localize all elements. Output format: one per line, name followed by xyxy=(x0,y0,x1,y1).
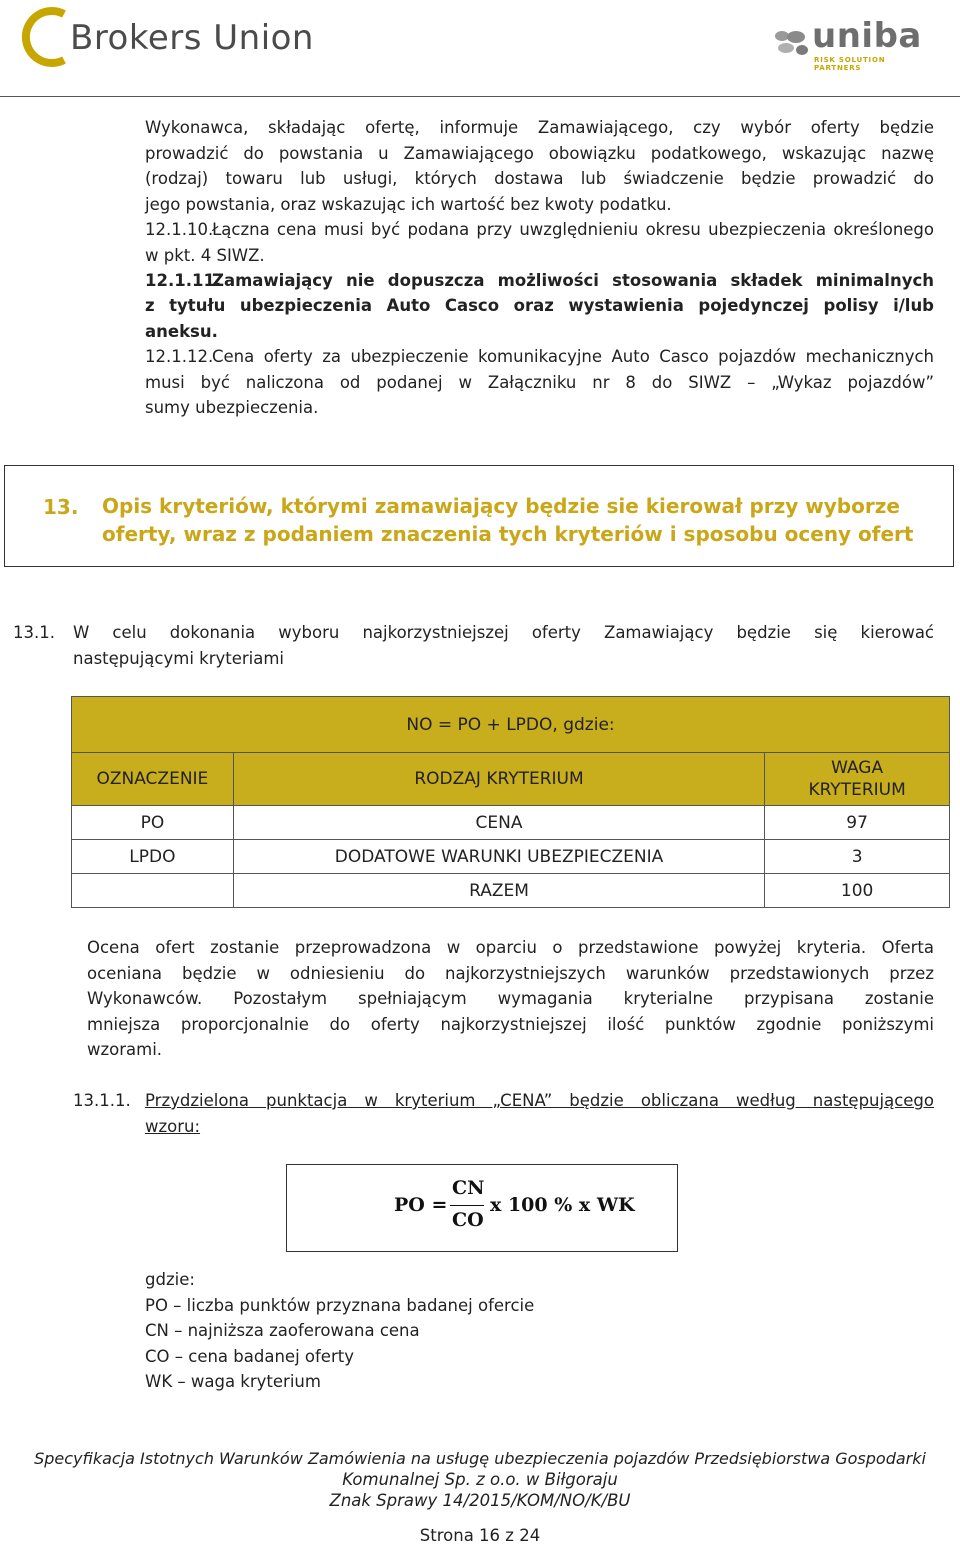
text-line: sumy ubezpieczenia. xyxy=(145,398,319,417)
text-line: Łączna cena musi być podana przy uwzględnieniu okresu ubezpieczenia określonego xyxy=(212,220,934,239)
paragraph-vat-info xyxy=(145,115,934,217)
paragraph-evaluation xyxy=(87,935,934,1063)
legend-intro: gdzie: xyxy=(145,1270,195,1289)
footer-line: Znak Sprawy 14/2015/KOM/NO/K/BU xyxy=(329,1491,631,1510)
footer-line: Specyfikacja Istotnych Warunków Zamówienia na usługę ubezpieczenia pojazdów Przedsiębiorstwa Gospodarki xyxy=(34,1449,926,1468)
page-number: Strona 16 z 24 xyxy=(419,1526,541,1545)
formula-legend xyxy=(145,1267,534,1395)
criteria-table xyxy=(71,696,950,908)
table-cell: 100 xyxy=(765,874,950,908)
text-line: aneksu. xyxy=(145,322,218,341)
item-number: 13.1.1. xyxy=(73,1091,131,1110)
table-row-total xyxy=(72,874,950,908)
table-header-cell xyxy=(765,753,950,806)
table-cell: 97 xyxy=(765,806,950,840)
text-line: Ocena ofert zostanie przeprowadzona w oparciu o przedstawione powyżej kryteria. Oferta xyxy=(87,938,934,957)
header-divider xyxy=(0,96,960,97)
table-cell: 3 xyxy=(765,840,950,874)
text-line: Zamawiający nie dopuszcza możliwości stosowania składek minimalnych xyxy=(212,271,934,290)
formula-numerator: CN xyxy=(452,1177,485,1199)
legend-item: CN – najniższa zaoferowana cena xyxy=(145,1321,420,1341)
brokers-union-logo-text: Brokers Union xyxy=(70,18,314,58)
text-line: z tytułu ubezpieczenia Auto Casco oraz wystawienia pojedynczej polisy i/lub xyxy=(145,296,934,315)
table-cell: RAZEM xyxy=(233,874,764,908)
table-title-row xyxy=(72,697,950,753)
table-header-cell: RODZAJ KRYTERIUM xyxy=(233,753,764,806)
table-title: NO = PO + LPDO, gdzie: xyxy=(72,697,950,753)
formula-lhs: PO = xyxy=(394,1194,448,1216)
text-line: wzorami. xyxy=(87,1040,163,1060)
item-number: 12.1.10. xyxy=(145,220,214,239)
table-row xyxy=(72,840,950,874)
table-row xyxy=(72,806,950,840)
text-line: następującymi kryteriami xyxy=(73,649,285,668)
section-number: 13. xyxy=(43,495,79,519)
table-header-text: WAGA KRYTERIUM xyxy=(808,758,906,800)
text-line: prowadzić do powstania u Zamawiającego obowiązku podatkowego, wskazując nazwę xyxy=(145,143,934,163)
text-line: (rodzaj) towaru lub usługi, których dostawa lub świadczenie będzie prowadzić do xyxy=(145,169,934,189)
table-cell xyxy=(72,874,234,908)
item-12-1-10 xyxy=(212,217,934,243)
formula-rhs: x 100 % x WK xyxy=(490,1194,635,1216)
uniba-logo-text: uniba xyxy=(812,16,922,56)
uniba-dots-icon xyxy=(772,28,810,58)
text-line: mniejsza proporcjonalnie do oferty najkorzystniejszej ilość punktów zgodnie poniższymi xyxy=(87,1014,934,1034)
text-line: jego powstania, oraz wskazując ich wartość bez kwoty podatku. xyxy=(145,194,672,214)
item-number: 12.1.11. xyxy=(145,271,222,290)
formula-denominator: CO xyxy=(452,1209,484,1231)
text-line: wzoru: xyxy=(145,1117,201,1136)
table-header-row xyxy=(72,753,950,806)
text-line: Wykonawca, składając ofertę, informuje Zamawiającego, czy wybór oferty będzie xyxy=(145,118,934,137)
fraction-bar xyxy=(450,1205,484,1206)
footer-line: Komunalnej Sp. z o.o. w Biłgoraju xyxy=(342,1470,618,1489)
table-cell: CENA xyxy=(233,806,764,840)
table-cell: PO xyxy=(72,806,234,840)
brokers-union-logo xyxy=(20,6,320,68)
legend-item: WK – waga kryterium xyxy=(145,1372,321,1392)
table-header-cell: OZNACZENIE xyxy=(72,753,234,806)
section-title: Opis kryteriów, którymi zamawiający będzie sie kierował przy wyborze oferty, wraz z podaniem znaczenia tych kryteriów i sposobu oceny ofert xyxy=(102,494,914,546)
uniba-tagline: RISK SOLUTION PARTNERS xyxy=(814,56,886,72)
uniba-logo xyxy=(772,16,932,72)
text-line: oceniana będzie w odniesieniu do najkorzystniejszych warunków przedstawionych przez xyxy=(87,963,934,983)
text-line: Wykonawców. Pozostałym spełniającym wymagania kryterialne przypisana zostanie xyxy=(87,989,934,1009)
table-cell: DODATOWE WARUNKI UBEZPIECZENIA xyxy=(233,840,764,874)
legend-item: CO – cena badanej oferty xyxy=(145,1346,354,1366)
item-number: 12.1.12. xyxy=(145,347,214,366)
text-line: W celu dokonania wyboru najkorzystniejszej oferty Zamawiający będzie się kierować xyxy=(73,623,934,642)
text-line: w pkt. 4 SIWZ. xyxy=(145,246,265,265)
legend-item: PO – liczba punktów przyznana badanej ofercie xyxy=(145,1295,535,1315)
item-number: 13.1. xyxy=(13,623,55,642)
text-line: musi być naliczona od podanej w Załączniku nr 8 do SIWZ – „Wykaz pojazdów” xyxy=(145,373,934,392)
text-line: Cena oferty za ubezpieczenie komunikacyjne Auto Casco pojazdów mechanicznych xyxy=(212,347,934,366)
text-line: Przydzielona punktacja w kryterium „CENA” będzie obliczana według następującego xyxy=(145,1091,934,1110)
footer xyxy=(0,1448,960,1511)
table-cell: LPDO xyxy=(72,840,234,874)
